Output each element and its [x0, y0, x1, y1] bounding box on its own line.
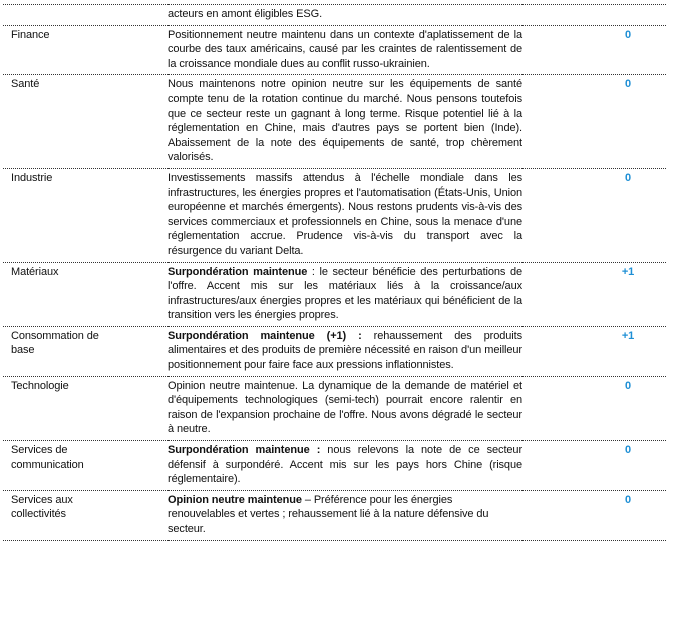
- table-row: [3, 5, 666, 26]
- rating-value: +1: [621, 329, 635, 342]
- table-row: [3, 490, 666, 540]
- sector-commentary: [168, 326, 522, 376]
- commentary-text: nous relevons la note de ce secteur défensif à surpondéré. Accent mis sur les pays hors Chine (risque réglementaire).: [168, 444, 523, 486]
- rating-value: +1: [621, 265, 635, 278]
- commentary-lead: Surpondération maintenue (+1) :: [168, 329, 362, 342]
- sector-commentary: [168, 168, 522, 262]
- commentary-lead: Surpondération maintenue: [168, 265, 308, 278]
- commentary-text: acteurs en amont éligibles ESG.: [168, 8, 323, 20]
- sector-name: Technologie: [11, 379, 69, 392]
- table-row: [3, 75, 666, 169]
- sector-commentary: [168, 75, 522, 169]
- sector-commentary: [168, 25, 522, 75]
- sector-commentary: [168, 262, 522, 326]
- table-row: [3, 262, 666, 326]
- commentary-text: Investissements massifs attendus à l'échelle mondiale dans les infrastructures, les énergies propres et l'automatisation (États-Unis, Union européenne et marchés émergents). Nous restons prudents vis-à-vis des services commerciaux et professionnels en Chine, sous la menace d'une réglementation accrue. Prudence vis-à-vis du transport avec la résurgence du variant Delta.: [168, 171, 522, 257]
- commentary-text: Positionnement neutre maintenu dans un contexte d'aplatissement de la courbe des taux américains, causé par les craintes de ralentissement de la croissance mondiale dues au conflit russo-ukrainien.: [168, 28, 522, 70]
- commentary-text: Nous maintenons notre opinion neutre sur les équipements de santé compte tenu de la rotation continue du marché. Nous pensons toutefois que ce secteur reste un gagnant à long terme. Risque potentiel lié à la réglementation en Chine, mais d'autres pays se portent bien (Inde). Abaissement de la note des équipements de santé, trop chèrement valorisés.: [168, 78, 522, 164]
- commentary-lead: Surpondération maintenue :: [168, 444, 321, 457]
- commentary-text: rehaussement des produits alimentaires et des produits de première nécessité en raison d'un meilleur positionnement pour faire face aux pressions inflationnistes.: [168, 329, 522, 372]
- table-row: [3, 25, 666, 75]
- sector-commentary: [168, 441, 522, 491]
- table-row: [3, 326, 666, 376]
- sector-commentary: [168, 376, 522, 440]
- sector-name: Santé: [11, 78, 40, 91]
- commentary-lead: Opinion neutre maintenue: [168, 493, 302, 506]
- commentary-text: : le secteur bénéficie des perturbations de l'offre. Accent mis sur les matériaux liés à la croissance/aux infrastructures/aux énergies propres et les matériaux qui bénéficient de la transition vers les énergies propres.: [168, 265, 522, 322]
- sector-name: Consommation de base: [11, 329, 99, 357]
- sector-allocation-table: [3, 4, 666, 541]
- rating-value: 0: [624, 379, 632, 392]
- table-row: [3, 168, 666, 262]
- commentary-text: – Préférence pour les énergies renouvelables et vertes ; rehaussement lié à la nature défensive du secteur.: [168, 493, 489, 535]
- sector-name: Industrie: [11, 171, 53, 184]
- rating-value: 0: [624, 28, 632, 41]
- sector-name: Matériaux: [11, 265, 59, 278]
- sector-name: Finance: [11, 28, 50, 41]
- table-body: [3, 5, 666, 541]
- commentary-text: Opinion neutre maintenue. La dynamique de la demande de matériel et d'équipements technologiques (semi-tech) pourrait encore ralentir en raison de l'expansion prochaine de l'offre. Nous avons dégradé le secteur à neutre.: [168, 379, 522, 436]
- rating-value: [522, 5, 666, 26]
- rating-value: 0: [624, 444, 632, 457]
- table-row: [3, 376, 666, 440]
- rating-value: 0: [624, 78, 632, 91]
- sector-commentary: [168, 5, 522, 26]
- sector-commentary: [168, 490, 522, 540]
- sector-name: [3, 5, 168, 26]
- rating-value: 0: [624, 171, 632, 184]
- rating-value: 0: [624, 493, 632, 506]
- sector-name: Services aux collectivités: [11, 493, 73, 521]
- table-row: [3, 441, 666, 491]
- sector-name: Services de communication: [11, 444, 84, 471]
